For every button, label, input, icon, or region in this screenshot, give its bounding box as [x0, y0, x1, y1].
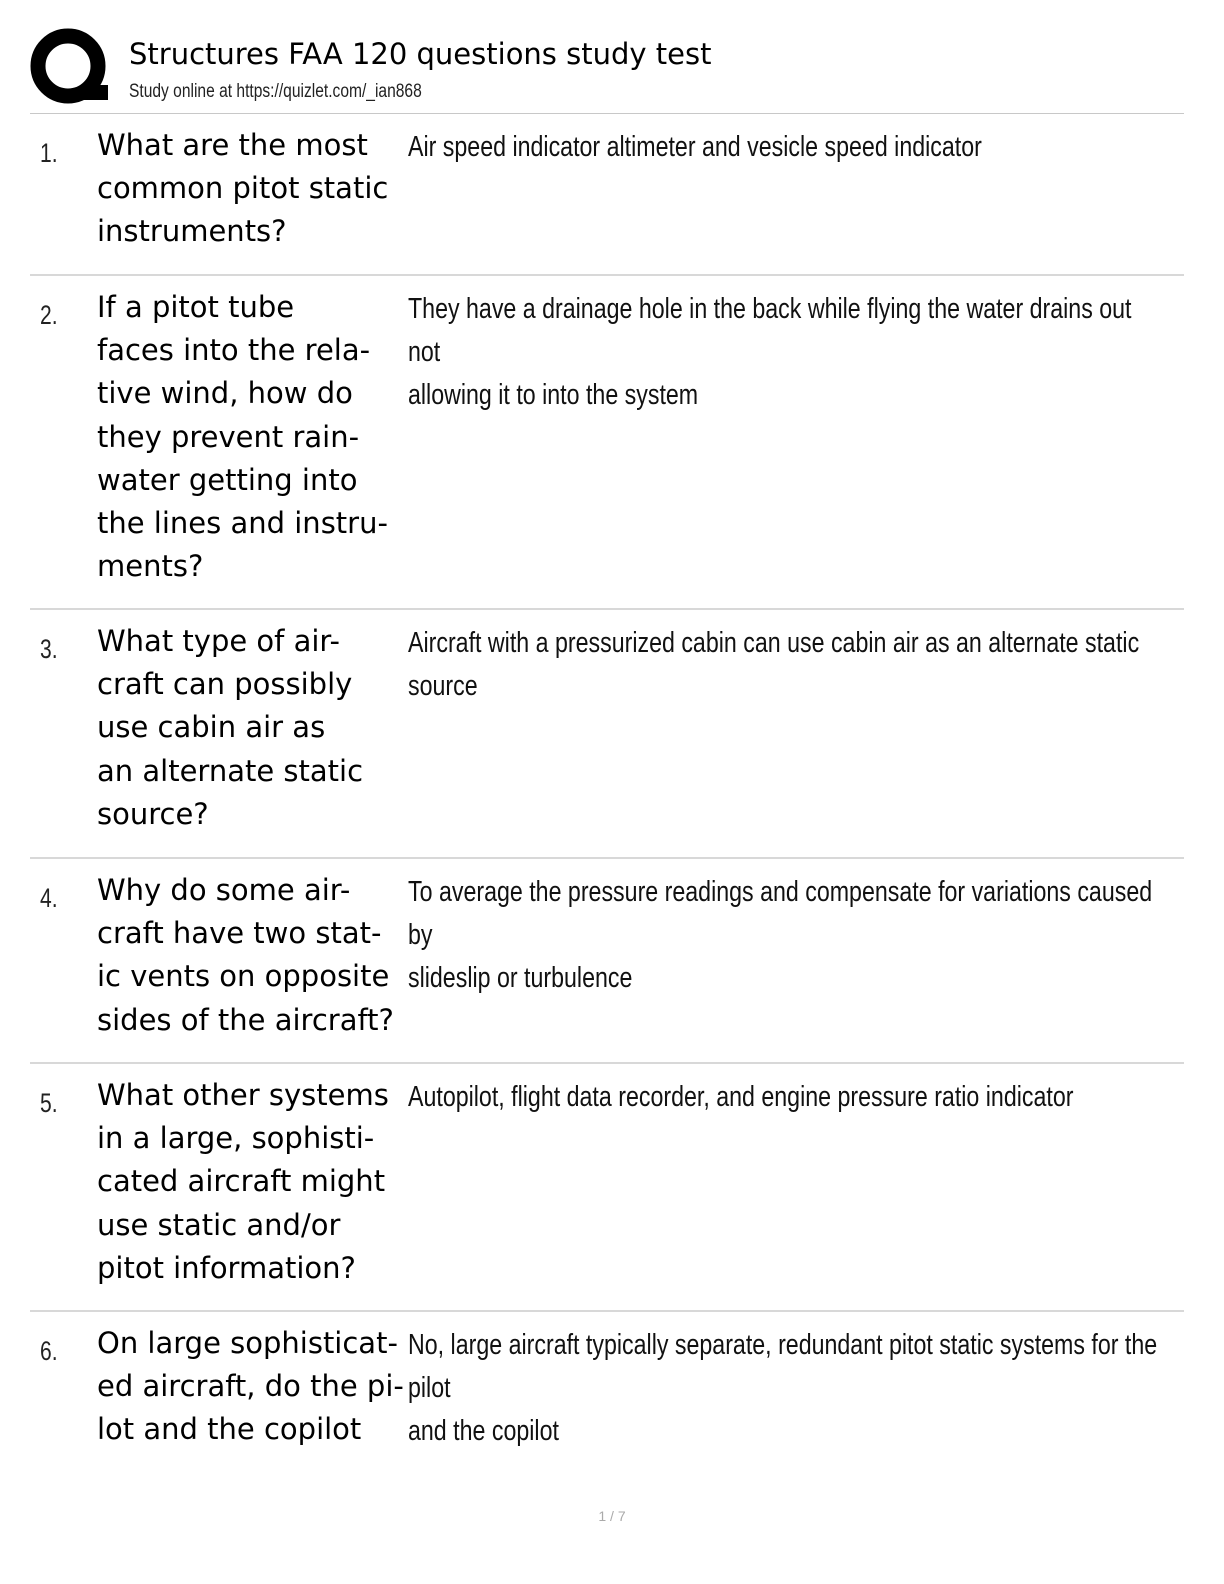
question-number: 4.: [40, 883, 58, 913]
question-number: 6.: [40, 1336, 58, 1366]
question-text: On large sophisticat- ed aircraft, do the pi- lot and the copilot: [97, 1326, 404, 1447]
question-text: What are the most common pitot static instruments?: [97, 128, 389, 249]
question-row: [30, 276, 1184, 610]
answer-text: Air speed indicator altimeter and vesicle speed indicator: [408, 131, 982, 163]
answer-text: Autopilot, flight data recorder, and engine pressure ratio indicator: [408, 1081, 1074, 1113]
page-subtitle: Study online at https://quizlet.com/_ian868: [129, 81, 422, 102]
answer-text: To average the pressure readings and compensate for variations caused by slideslip or turbulence: [408, 876, 1153, 995]
question-text: What other systems in a large, sophisti- cated aircraft might use static and/or pitot information?: [97, 1078, 389, 1285]
question-row: [30, 114, 1184, 276]
answer-text: No, large aircraft typically separate, redundant pitot static systems for the pilot and the copilot: [408, 1329, 1158, 1448]
question-row: [30, 610, 1184, 859]
question-row: [30, 1064, 1184, 1312]
question-number: 5.: [40, 1088, 58, 1118]
answer-text: Aircraft with a pressurized cabin can use cabin air as an alternate static source: [408, 627, 1140, 703]
answer-text: They have a drainage hole in the back while flying the water drains out not allowing it to into the system: [408, 293, 1132, 412]
question-row: [30, 859, 1184, 1064]
question-number: 3.: [40, 634, 58, 664]
page-title: Structures FAA 120 questions study test: [129, 37, 712, 71]
question-number: 1.: [40, 138, 58, 168]
question-text: If a pitot tube faces into the rela- tive wind, how do they prevent rain- water getting into the lines and instru- ments?: [97, 290, 388, 584]
question-text: What type of air- craft can possibly use cabin air as an alternate static source?: [97, 624, 364, 831]
question-number: 2.: [40, 300, 58, 330]
page-header: [30, 28, 1184, 114]
question-text: Why do some air- craft have two stat- ic vents on opposite sides of the aircraft?: [97, 873, 394, 1037]
question-row: [30, 1312, 1184, 1472]
quizlet-q-logo-icon: [30, 28, 110, 108]
page-number: 1 / 7: [598, 1508, 626, 1524]
question-list: [30, 114, 1184, 1472]
